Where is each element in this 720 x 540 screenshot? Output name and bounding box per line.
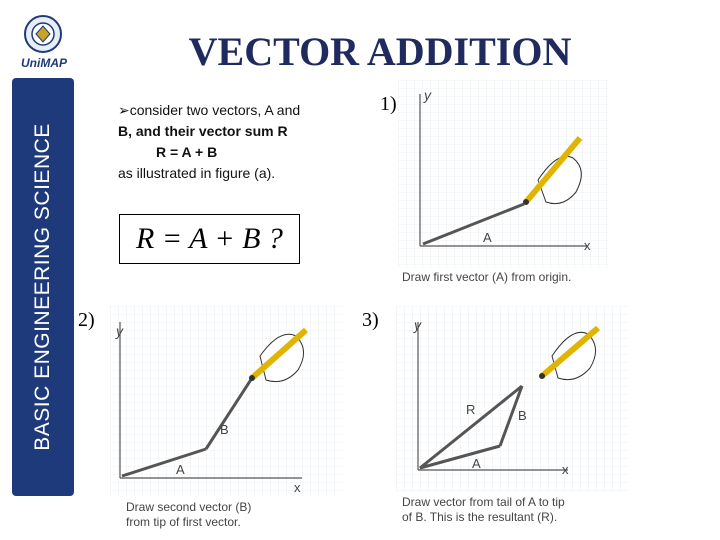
figure-panel-2	[110, 306, 342, 534]
intro-equation: R = A + B	[156, 144, 218, 160]
x-axis-label: x	[294, 480, 301, 495]
sidebar-text: BASIC ENGINEERING SCIENCE	[31, 123, 54, 451]
page-title: VECTOR ADDITION	[188, 29, 572, 74]
caption-3-line-2: of B. This is the resultant (R).	[402, 510, 558, 524]
caption-1-line-1: Draw first vector (A) from origin.	[402, 270, 572, 284]
caption-3-line-1: Draw vector from tail of A to tip	[402, 495, 565, 509]
caption-2-line-1: Draw second vector (B)	[126, 500, 252, 514]
y-axis-label: y	[116, 323, 123, 339]
panel-number-3: 3)	[362, 309, 379, 331]
intro-line-2-bold: R	[277, 123, 288, 139]
x-axis-label: x	[584, 238, 591, 253]
caption-2-line-2: from tip of first vector.	[126, 515, 241, 529]
x-axis-label: x	[562, 462, 569, 477]
bullet-arrow-icon: ➢	[118, 102, 130, 118]
vector-b-label: B	[220, 422, 229, 437]
formula-box: R = A + B ?	[119, 214, 300, 264]
vector-a-label: A	[483, 230, 492, 245]
vector-r-label: R	[466, 402, 476, 417]
intro-line-2-text: B, and their vector sum	[118, 123, 278, 139]
intro-line-1: consider two vectors, A and	[129, 102, 301, 118]
intro-bullet	[118, 100, 358, 184]
vector-a-label: A	[176, 462, 185, 477]
panel-number-1: 1)	[380, 93, 397, 115]
figure-2-drawing	[110, 306, 342, 496]
logo-text: UniMAP	[21, 56, 67, 70]
panel-number-2: 2)	[78, 309, 95, 331]
vector-b-label: B	[518, 408, 527, 423]
figure-1-drawing	[398, 80, 608, 300]
figure-panel-3	[396, 306, 628, 534]
figure-panel-1	[398, 80, 608, 300]
intro-line-2	[118, 123, 288, 139]
y-axis-label: y	[414, 317, 421, 333]
vector-a-label: A	[472, 456, 481, 471]
y-axis-label: y	[424, 87, 431, 103]
intro-line-4: as illustrated in figure (a).	[118, 165, 276, 181]
figure-3-drawing	[396, 306, 628, 492]
